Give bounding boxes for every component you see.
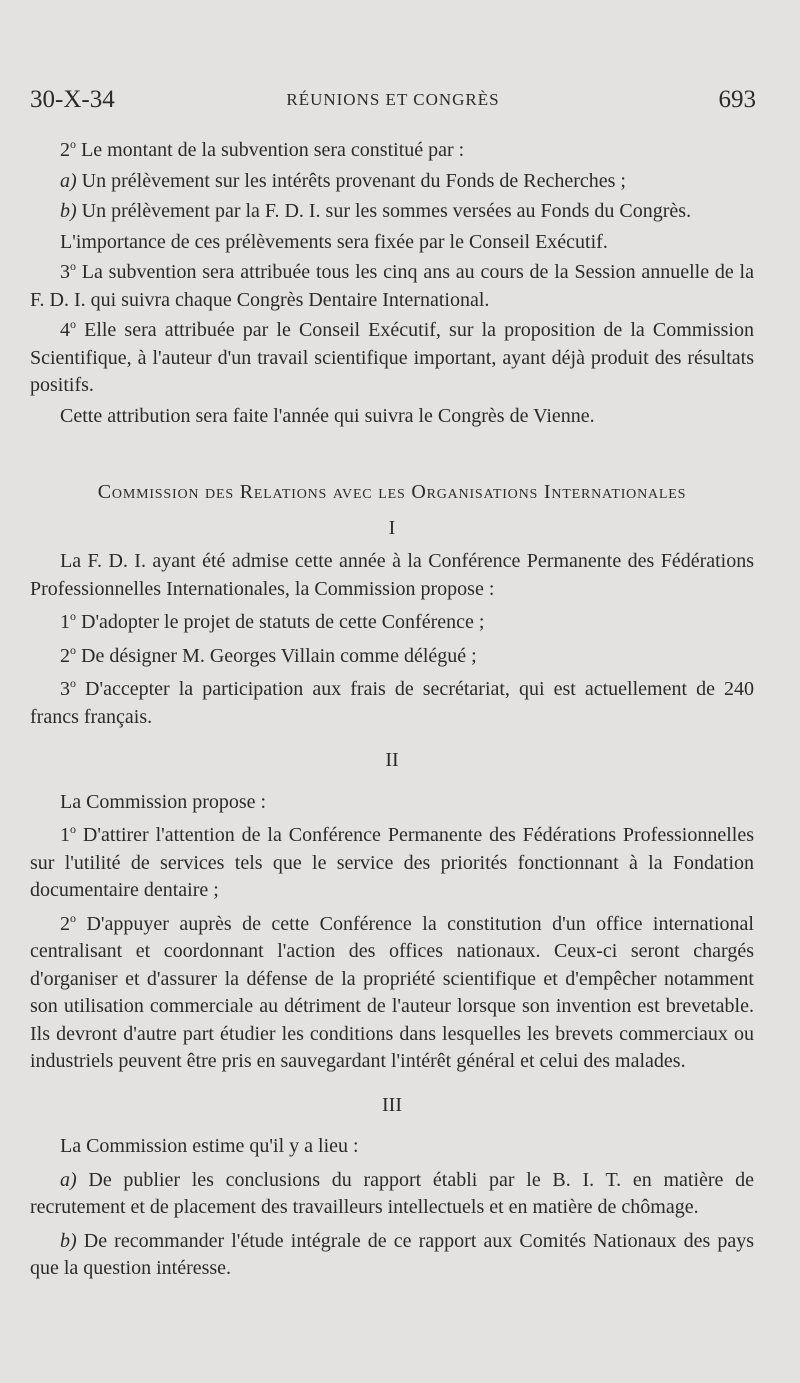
paragraph: 2$^o$ Le montant de la subvention sera constitué par :	[60, 137, 465, 161]
paragraph: 2$^o$ D'appuyer auprès de cette Conférence la constitution d'un office international centralisant et coordonnant l'action des offices nationaux. Ceux-ci seront chargés d'organiser et d'assurer la défense de la propriété scientifique et d'empêcher notamment son utilisation commerciale au détriment de l'auteur lorsque son invention est brevetable. Ils devront d'autre part étudier les conditions dans lesquelles les brevets commerciaux ou industriels peuvent être pris en sauvegardant l'intérêt général et celui des malades.	[30, 910, 754, 1072]
roman-numeral: III	[382, 1093, 402, 1116]
section-title: Commission des Relations avec les Organisations Internationales	[97, 481, 687, 503]
paragraph: 1$^o$ D'adopter le projet de statuts de cette Conférence ;	[60, 609, 485, 633]
paragraph: 3$^o$ La subvention sera attribuée tous les cinq ans au cours de la Session annuelle de la F. D. I. qui suivra chaque Congrès Dentaire International.	[30, 259, 754, 311]
paragraph: 2$^o$ De désigner M. Georges Villain comme délégué ;	[60, 642, 477, 667]
roman-numeral: II	[385, 749, 399, 771]
paragraph: 3$^o$ D'accepter la participation aux frais de secrétariat, qui est actuellement de 240 francs français.	[30, 676, 754, 728]
paragraph: a) Un prélèvement sur les intérêts provenant du Fonds de Recherches ;	[60, 169, 626, 192]
paragraph: 1$^o$ D'attirer l'attention de la Conférence Permanente des Fédérations Professionnelles sur l'utilité de services tels que le service des priorités fonctionnant à la Fondation documentaire dentaire ;	[30, 822, 754, 901]
running-header	[30, 84, 756, 124]
paragraph: L'importance de ces prélèvements sera fixée par le Conseil Exécutif.	[60, 230, 608, 253]
paragraph: La F. D. I. ayant été admise cette année à la Conférence Permanente des Fédérations Professionnelles Internationales, la Commission propose :	[30, 550, 754, 600]
paragraph: a) De publier les conclusions du rapport établi par le B. I. T. en matière de recrutement et de placement des travailleurs intellectuels et en matière de chômage.	[30, 1168, 754, 1218]
paragraph: b) De recommander l'étude intégrale de ce rapport aux Comités Nationaux des pays que la question intéresse.	[30, 1229, 754, 1279]
page-number: 693	[718, 86, 756, 113]
paragraph: Cette attribution sera faite l'année qui suivra le Congrès de Vienne.	[60, 404, 595, 427]
page-body	[30, 137, 754, 1289]
header-title: RÉUNIONS ET CONGRÈS	[286, 90, 500, 109]
paragraph: 4$^o$ Elle sera attribuée par le Conseil Exécutif, sur la proposition de la Commission Scientifique, à l'auteur d'un travail scientifique important, ayant déjà produit des résultats positifs.	[30, 317, 754, 396]
roman-numeral: I	[388, 516, 396, 539]
paragraph: b) Un prélèvement par la F. D. I. sur les sommes versées au Fonds du Congrès.	[60, 200, 692, 222]
header-date: 30-X-34	[30, 86, 115, 113]
paragraph: La Commission estime qu'il y a lieu :	[60, 1135, 359, 1157]
paragraph: La Commission propose :	[60, 790, 267, 813]
